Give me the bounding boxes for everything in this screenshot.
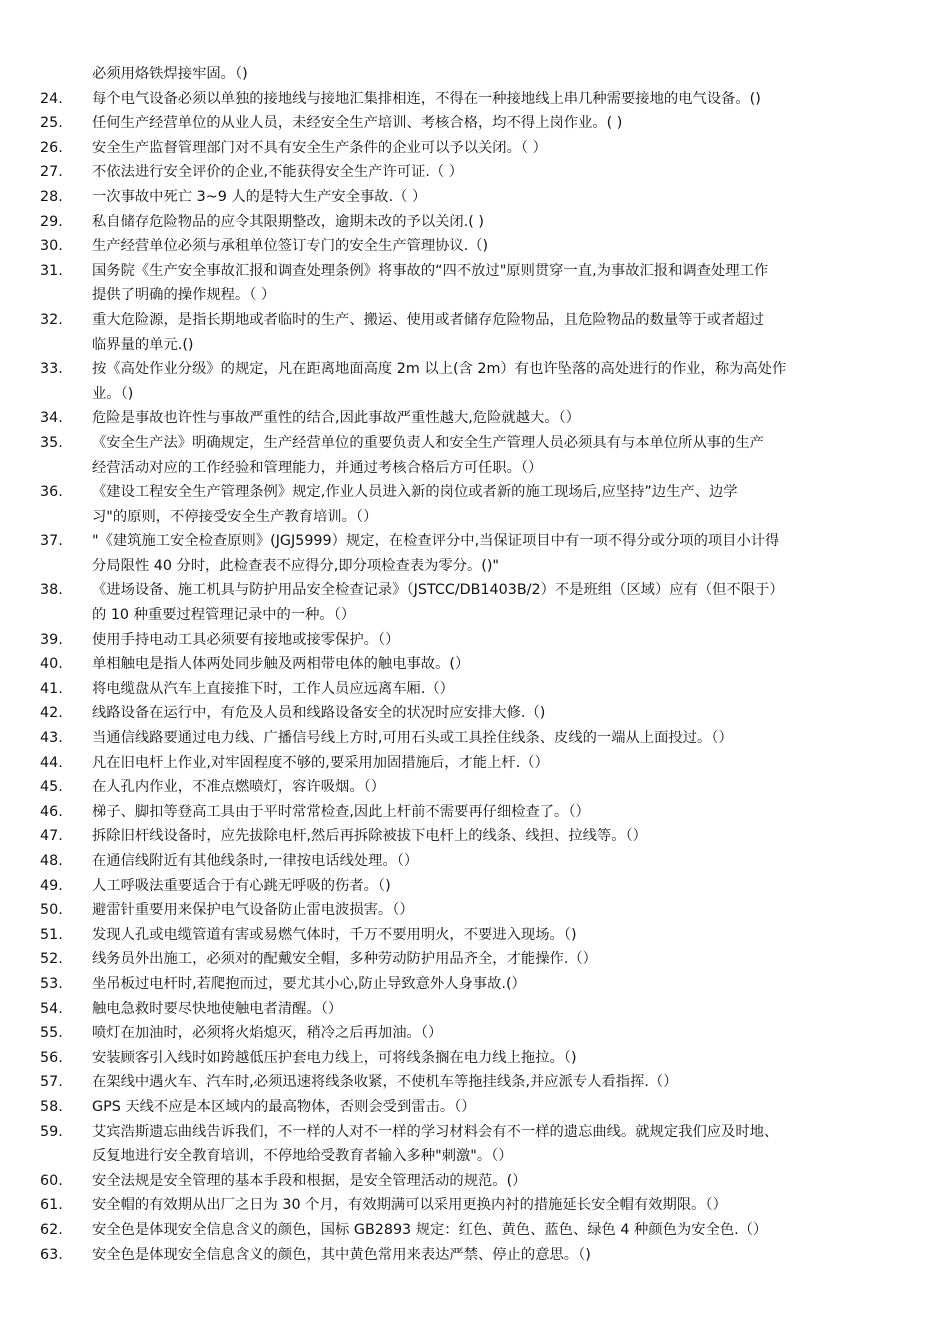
list-item	[40, 898, 910, 923]
item-text	[92, 185, 910, 210]
list-item	[40, 1070, 910, 1095]
item-text-line: 《安全生产法》明确规定，生产经营单位的重要负责人和安全生产管理人员必须具有与本单位所从事的生产	[92, 434, 764, 451]
item-text-line: 《进场设备、施工机具与防护用品安全检查记录》（JSTCC/DB1403B/2）不是班组（区域）应有（但不限于）	[92, 582, 784, 599]
list-item	[40, 800, 910, 825]
item-text-line: 安全法规是安全管理的基本手段和根据，是安全管理活动的规范。(）	[92, 1172, 527, 1189]
item-text-line: 在通信线附近有其他线条时,一律按电话线处理。（）	[92, 853, 419, 869]
item-number: 41.	[40, 680, 63, 697]
item-number: 59.	[40, 1123, 63, 1140]
item-text-line: 危险是事故也许性与事故严重性的结合,因此事故严重性越大,危险就越大。（）	[92, 410, 581, 427]
item-text-line: 习"的原则，不停接受安全生产教育培训。（）	[92, 508, 378, 525]
item-text-line: 临界量的单元.()	[92, 336, 194, 353]
item-text-line: 反复地进行安全教育培训，不停地给受教育者输入多种"刺激"。（）	[92, 1148, 513, 1165]
item-text	[92, 136, 910, 161]
item-text	[92, 701, 910, 726]
item-text	[92, 160, 910, 185]
item-text	[92, 874, 910, 899]
item-text-line: 在架线中遇火车、汽车时,必须迅速将线条收紧，不使机车等拖挂线条,并应派专人看指挥.（）	[92, 1074, 678, 1091]
item-number: 50.	[40, 902, 63, 919]
item-text	[92, 357, 910, 406]
item-number: 48.	[40, 853, 63, 869]
item-text	[92, 677, 910, 702]
continued-line: 必须用烙铁焊接牢固。（)	[92, 66, 248, 82]
item-text	[92, 997, 910, 1022]
item-number: 51.	[40, 926, 63, 943]
item-text-line: 任何生产经营单位的从业人员，未经安全生产培训、考核合格，均不得上岗作业。( )	[92, 115, 623, 132]
item-text	[92, 923, 910, 948]
list-item	[40, 210, 910, 235]
item-text-line: 线路设备在运行中，有危及人员和线路设备安全的状况时应安排大修.（)	[92, 705, 546, 722]
item-number: 26.	[40, 139, 63, 156]
item-text-line: 喷灯在加油时，必须将火焰熄灭，稍冷之后再加油。（）	[92, 1025, 443, 1042]
item-number: 29.	[40, 213, 63, 230]
item-number: 24.	[40, 90, 63, 107]
list-item	[40, 1046, 910, 1071]
item-text-line: 安全帽的有效期从出厂之日为 30 个月，有效期满可以采用更换内衬的措施延长安全帽有效期限。（）	[92, 1197, 727, 1214]
item-text	[92, 947, 910, 972]
item-text-line: 安全生产监督管理部门对不具有安全生产条件的企业可以予以关闭。（ ）	[92, 139, 547, 156]
item-text-line: 避雷针重要用来保护电气设备防止雷电波损害。（）	[92, 902, 414, 919]
item-text-line: 在人孔内作业，不准点燃喷灯，容许吸烟。（）	[92, 779, 386, 796]
item-text	[92, 234, 910, 259]
item-number: 36.	[40, 484, 63, 501]
item-text	[92, 406, 910, 431]
item-text-line: 分局限性 40 分时，此检查表不应得分,即分项检查表为零分。()"	[92, 557, 499, 574]
list-item	[40, 751, 910, 776]
item-text-line: 触电急救时要尽快地使触电者清醒。（）	[92, 1000, 343, 1017]
item-number: 45.	[40, 779, 63, 796]
list-item	[40, 726, 910, 751]
item-number: 37.	[40, 533, 63, 550]
item-text-line: 安全色是体现安全信息含义的颜色，国标 GB2893 规定：红色、黄色、蓝色、绿色 4 种颜色为安全色.（）	[92, 1221, 768, 1238]
list-item	[40, 1218, 910, 1243]
list-item	[40, 824, 910, 849]
item-text-line: 将电缆盘从汽车上直接推下时，工作人员应远离车厢.（）	[92, 680, 454, 697]
list-item	[40, 972, 910, 997]
item-text-line: "《建筑施工安全检查原则》(JGJ5999）规定，在检查评分中,当保证项目中有一项不得分或分项的项目小计得	[92, 533, 780, 550]
item-number: 62.	[40, 1221, 63, 1238]
item-text	[92, 800, 910, 825]
item-number: 43.	[40, 730, 63, 747]
item-number: 60.	[40, 1172, 63, 1189]
item-text	[92, 1243, 910, 1268]
list-item	[40, 357, 910, 406]
item-text	[92, 972, 910, 997]
item-number: 40.	[40, 656, 63, 673]
item-number: 49.	[40, 877, 63, 894]
list-item	[40, 234, 910, 259]
item-text-line: 单相触电是指人体两处同步触及两相带电体的触电事故。(）	[92, 656, 470, 673]
item-text	[92, 210, 910, 235]
list-item	[40, 160, 910, 185]
item-number: 33.	[40, 361, 63, 378]
item-text	[92, 111, 910, 136]
list-item	[40, 111, 910, 136]
item-text-line: 当通信线路要通过电力线、广播信号线上方时,可用石头或工具拴住线条、皮线的一端从上面投过。（）	[92, 730, 733, 747]
item-text	[92, 480, 910, 529]
list-item	[40, 1193, 910, 1218]
list-item	[40, 1095, 910, 1120]
item-number: 55.	[40, 1025, 63, 1042]
item-text-line: 每个电气设备必须以单独的接地线与接地汇集排相连，不得在一种接地线上串几种需要接地的电气设备。()	[92, 90, 761, 107]
list-item	[40, 136, 910, 161]
item-text	[92, 824, 910, 849]
item-text-line: 按《高处作业分级》的规定，凡在距离地面高度 2m 以上(含 2m）有也许坠落的高处进行的作业，称为高处作	[92, 361, 787, 378]
item-number: 58.	[40, 1098, 63, 1115]
list-item	[40, 1169, 910, 1194]
item-number: 39.	[40, 631, 63, 648]
list-item	[40, 431, 910, 480]
item-text-line: 人工呼吸法重要适合于有心跳无呼吸的伤者。（)	[92, 877, 391, 894]
item-text-line: 线务员外出施工，必须对的配戴安全帽，多种劳动防护用品齐全，才能操作.（）	[92, 951, 597, 968]
item-text	[92, 1218, 910, 1243]
item-text	[92, 652, 910, 677]
list-item	[40, 529, 910, 578]
item-text	[92, 431, 910, 480]
list-item	[40, 701, 910, 726]
list-item	[40, 1120, 910, 1169]
list-item	[40, 406, 910, 431]
item-text-line: 安全色是体现安全信息含义的颜色，其中黄色常用来表达严禁、停止的意思。（)	[92, 1246, 591, 1263]
list-item	[40, 874, 910, 899]
item-text	[92, 1120, 910, 1169]
item-text-line: 使用手持电动工具必须要有接地或接零保护。（）	[92, 631, 400, 648]
list-item	[40, 480, 910, 529]
list-item	[40, 947, 910, 972]
list-item	[40, 578, 910, 627]
list-item	[40, 923, 910, 948]
list-item	[40, 1243, 910, 1268]
item-text	[92, 849, 910, 874]
item-text-line: 《建设工程安全生产管理条例》规定,作业人员进入新的岗位或者新的施工现场后,应坚持”边生产、边学	[92, 484, 738, 501]
item-text-line: 发现人孔或电缆管道有害或易燃气体时，千万不要用明火，不要进入现场。（)	[92, 926, 577, 943]
item-number: 46.	[40, 803, 63, 820]
item-number: 34.	[40, 410, 63, 427]
item-number: 42.	[40, 705, 63, 722]
item-text-line: 提供了明确的操作规程。（ ）	[92, 287, 276, 304]
list-item	[40, 185, 910, 210]
item-number: 31.	[40, 262, 63, 279]
item-text-line: 经营活动对应的工作经验和管理能力，并通过考核合格后方可任职。（）	[92, 459, 543, 476]
list-item	[40, 677, 910, 702]
item-text-line: 坐吊板过电杆时,若爬抱而过，要尤其小心,防止导致意外人身事故.(）	[92, 975, 526, 992]
item-text	[92, 1070, 910, 1095]
item-number: 61.	[40, 1197, 63, 1214]
item-text	[92, 628, 910, 653]
list-item	[40, 1021, 910, 1046]
item-text	[92, 529, 910, 578]
item-number: 53.	[40, 975, 63, 992]
item-number: 57.	[40, 1074, 63, 1091]
item-text-line: 艾宾浩斯遗忘曲线告诉我们，不一样的人对不一样的学习材料会有不一样的遗忘曲线。就规定我们应及时地、	[92, 1123, 779, 1140]
item-number: 44.	[40, 754, 63, 771]
item-number: 47.	[40, 828, 63, 845]
item-text-line: 业。（)	[92, 385, 134, 402]
item-number: 56.	[40, 1049, 63, 1066]
item-text	[92, 1193, 910, 1218]
item-text-line: 重大危险源，是指长期地或者临时的生产、搬运、使用或者储存危险物品，且危险物品的数量等于或者超过	[92, 311, 764, 328]
item-text-line: 私自储存危险物品的应令其限期整改，逾期未改的予以关闭.( )	[92, 213, 484, 230]
item-text	[92, 1169, 910, 1194]
item-text	[92, 259, 910, 308]
list-item	[40, 849, 910, 874]
item-number: 54.	[40, 1000, 63, 1017]
list-item	[40, 628, 910, 653]
item-text-line: 凡在旧电杆上作业,对牢固程度不够的,要采用加固措施后，才能上杆.（）	[92, 754, 549, 771]
list-item	[40, 87, 910, 112]
item-text	[92, 726, 910, 751]
item-number: 30.	[40, 238, 63, 255]
question-list	[40, 87, 910, 1268]
item-text-line: 一次事故中死亡 3~9 人的是特大生产安全事故.（ ）	[92, 188, 427, 205]
item-text-line: 生产经营单位必须与承租单位签订专门的安全生产管理协议.（)	[92, 238, 489, 255]
item-text-line: 安装顾客引入线时如跨越低压护套电力线上，可将线条搁在电力线上拖拉。（)	[92, 1049, 577, 1066]
item-text-line: 的 10 种重要过程管理记录中的一种。（）	[92, 607, 356, 624]
item-text	[92, 578, 910, 627]
item-text	[92, 898, 910, 923]
item-number: 38.	[40, 582, 63, 599]
item-text	[92, 775, 910, 800]
list-item	[40, 259, 910, 308]
item-number: 35.	[40, 434, 63, 451]
list-item	[40, 997, 910, 1022]
item-text	[92, 1046, 910, 1071]
list-item	[40, 308, 910, 357]
list-item	[40, 652, 910, 677]
item-number: 32.	[40, 311, 63, 328]
item-number: 27.	[40, 164, 63, 181]
item-text	[92, 1095, 910, 1120]
item-text	[92, 751, 910, 776]
item-text-line: 国务院《生产安全事故汇报和调查处理条例》将事故的“四不放过"原则贯穿一直,为事故汇报和调查处理工作	[92, 262, 769, 279]
item-number: 52.	[40, 951, 63, 968]
item-text-line: 梯子、脚扣等登高工具由于平时常常检查,因此上杆前不需要再仔细检查了。（）	[92, 803, 590, 820]
item-text-line: 不依法进行安全评价的企业,不能获得安全生产许可证.（ ）	[92, 164, 464, 181]
item-number: 28.	[40, 188, 63, 205]
item-text	[92, 1021, 910, 1046]
list-item	[40, 775, 910, 800]
item-text-line: 拆除旧杆线设备时，应先拔除电杆,然后再拆除被拔下电杆上的线条、线担、拉线等。（）	[92, 828, 647, 845]
item-text	[92, 308, 910, 357]
item-number: 25.	[40, 115, 63, 132]
item-number: 63.	[40, 1246, 63, 1263]
item-text	[92, 87, 910, 112]
item-text-line: GPS 天线不应是本区域内的最高物体，否则会受到雷击。（）	[92, 1098, 476, 1115]
